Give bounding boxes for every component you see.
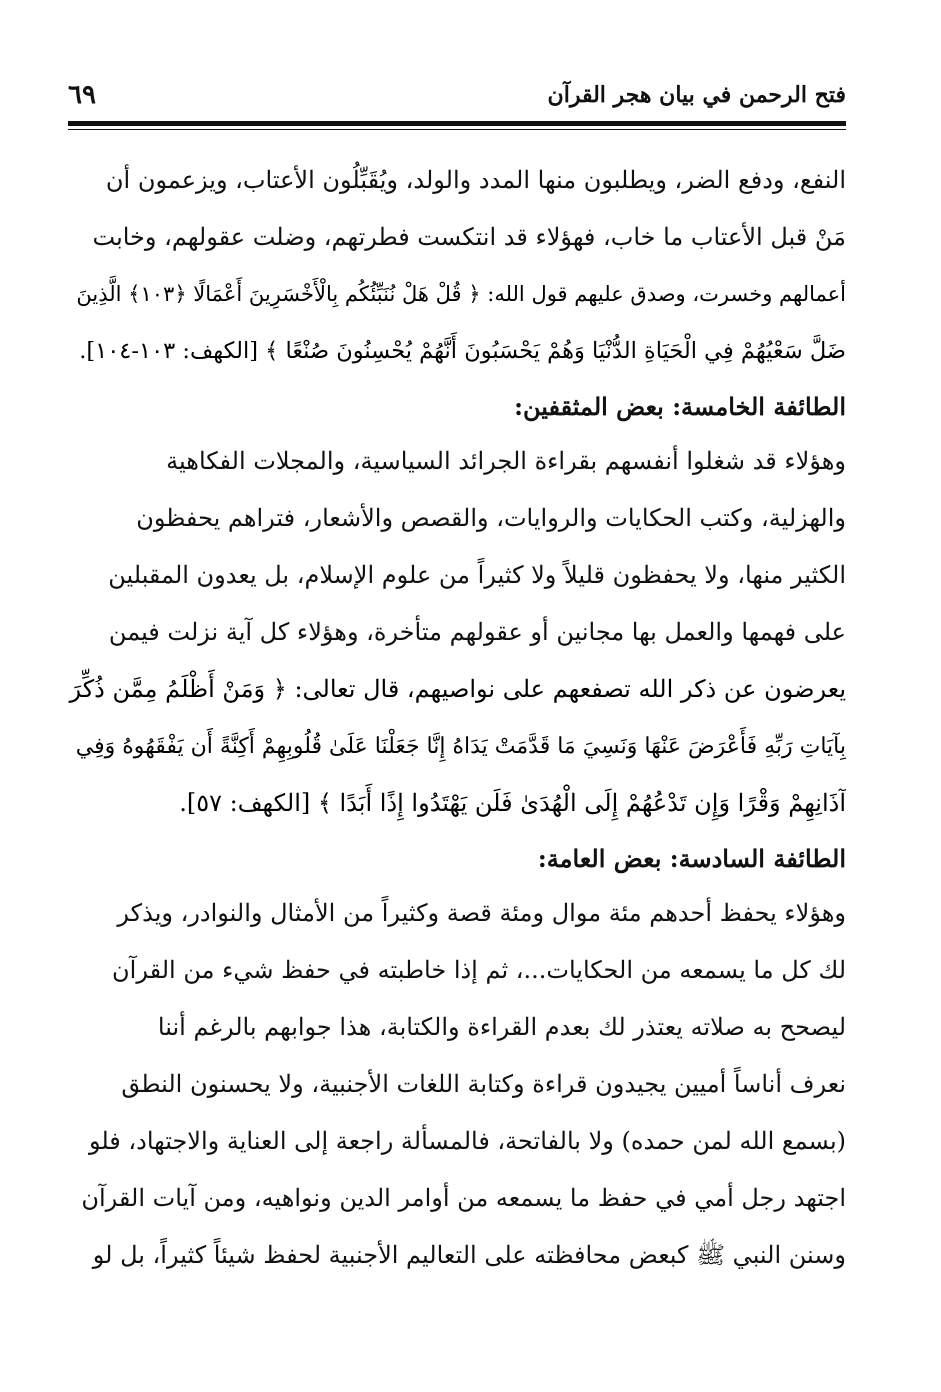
text-line: اجتهد رجل أمي في حفظ ما يسمعه من أوامر الدين ونواهيه، ومن آيات القرآن xyxy=(81,1184,846,1212)
text-line: مَنْ قبل الأعتاب ما خاب، فهؤلاء قد انتكست فطرتهم، وضلت عقولهم، وخابت xyxy=(92,223,846,251)
text-line: بِآيَاتِ رَبِّهِ فَأَعْرَضَ عَنْهَا وَنَسِيَ مَا قَدَّمَتْ يَدَاهُ إِنَّا جَعَلْنَا عَلَىٰ قُلُوبِهِمْ أَكِنَّةً أَن يَفْقَهُوهُ وَفِي xyxy=(75,734,846,759)
header-rule-thin xyxy=(68,129,846,130)
text-line: نعرف أناساً أميين يجيدون قراءة وكتابة اللغات الأجنبية، ولا يحسنون النطق xyxy=(121,1070,846,1098)
text-line: والهزلية، وكتب الحكايات والروايات، والقصص والأشعار، فتراهم يحفظون xyxy=(136,504,846,532)
header-rule-thick xyxy=(68,121,846,126)
text-line: الكثير منها، ولا يحفظون قليلاً ولا كثيراً من علوم الإسلام، بل يعدون المقبلين xyxy=(108,561,846,589)
page-header xyxy=(68,78,846,118)
text-line: ليصحح به صلاته يعتذر لك بعدم القراءة والكتابة، هذا جوابهم بالرغم أننا xyxy=(157,1013,846,1041)
body-text xyxy=(68,152,846,1284)
text-line: أعمالهم وخسرت، وصدق عليهم قول الله: ﴿ قُلْ هَلْ نُنَبِّئُكُم بِالْأَخْسَرِينَ أَعْمَالًا ﴿١٠٣﴾ الَّذِينَ xyxy=(76,282,846,306)
text-line: آذَانِهِمْ وَقْرًا وَإِن تَدْعُهُمْ إِلَى الْهُدَىٰ فَلَن يَهْتَدُوا إِذًا أَبَدًا ﴾ [الكهف: ٥٧]. xyxy=(179,789,846,817)
text-line: (بسمع الله لمن حمده) ولا بالفاتحة، فالمسألة راجعة إلى العناية والاجتهاد، فلو xyxy=(88,1127,846,1155)
text-line: وهؤلاء يحفظ أحدهم مئة موال ومئة قصة وكثيراً من الأمثال والنوادر، ويذكر xyxy=(117,899,846,927)
text-line: وهؤلاء قد شغلوا أنفسهم بقراءة الجرائد السياسية، والمجلات الفكاهية xyxy=(166,447,846,475)
page-number: ٦٩ xyxy=(68,80,96,110)
text-line: النفع، ودفع الضر، ويطلبون منها المدد والولد، ويُقَبِّلُون الأعتاب، ويزعمون أن xyxy=(105,166,846,194)
text-line: يعرضون عن ذكر الله تصفعهم على نواصيهم، قال تعالى: ﴿ وَمَنْ أَظْلَمُ مِمَّن ذُكِّرَ xyxy=(69,675,846,703)
text-line: لك كل ما يسمعه من الحكايات...، ثم إذا خاطبته في حفظ شيء من القرآن xyxy=(112,956,846,984)
text-line: ضَلَّ سَعْيُهُمْ فِي الْحَيَاةِ الدُّنْيَا وَهُمْ يَحْسَبُونَ أَنَّهُمْ يُحْسِنُونَ صُنْعًا ﴾ [الكهف: ١٠٣-١٠٤]. xyxy=(79,338,846,364)
section-heading: الطائفة السادسة: بعض العامة: xyxy=(537,844,846,873)
text-line: على فهمها والعمل بها مجانين أو عقولهم متأخرة، وهؤلاء كل آية نزلت فيمن xyxy=(108,618,846,646)
text-line: وسنن النبي ﷺ كبعض محافظته على التعاليم الأجنبية لحفظ شيئاً كثيراً، بل لو xyxy=(92,1241,846,1269)
running-title: فتح الرحمن في بيان هجر القرآن xyxy=(547,82,846,108)
section-heading: الطائفة الخامسة: بعض المثقفين: xyxy=(514,392,846,421)
